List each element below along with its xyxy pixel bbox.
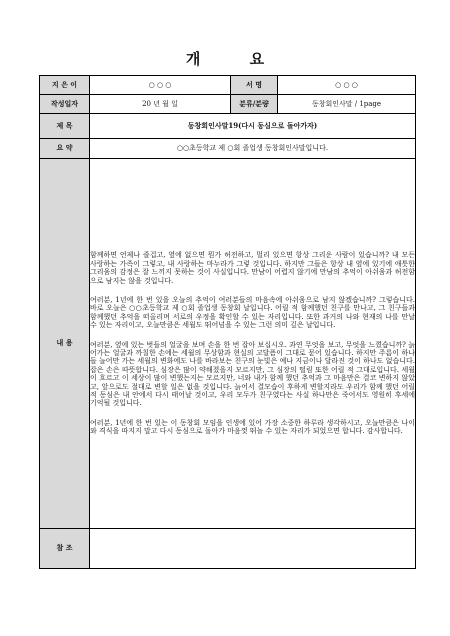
author-row	[40, 76, 416, 95]
content-row	[40, 159, 416, 529]
summary-label: 요 약	[40, 139, 90, 159]
subject-row	[40, 114, 416, 139]
signature-value: ○ ○ ○	[278, 76, 416, 95]
reference-row	[40, 529, 416, 569]
date-label: 작성일자	[40, 95, 90, 114]
page-title: 개 요	[185, 50, 287, 68]
content-paragraph: 여러분, 1년에 한 번 있을 오늘의 추억이 여러분들의 마음속에 아쉬움으로 남지 않겠습니까? 그렇습니다. 바로 오늘은 ○○초등학교 제 ○회 졸업생 동창회 날입니다. 어릴 적 함께했던 친구를 만나고, 그 친구들과 함께했던 추억을 떠올리며 서로의 우정을 확인할 수 있는 자리입니다. 또한 과거의 나와 현재의 나를 만날 수 있는 자리이고, 오늘만큼은 세월도 뛰어넘을 수 있는 그런 의미 깊은 날입니다.	[90, 296, 415, 330]
summary-row	[40, 139, 416, 159]
content-body	[90, 159, 416, 529]
summary-value: ○○초등학교 제 ○회 졸업생 동창회인사말입니다.	[90, 139, 416, 159]
content-paragraph: 여러분, 1년에 한 번 있는 이 동창회 모임을 인생에 있어 가장 소중한 하루라 생각하시고, 오늘만큼은 나이와 격식을 따지지 말고 다시 동심으로 돌아가 마음껏 뛰놀 수 있는 자리가 되었으면 합니다. 감사합니다.	[90, 418, 415, 436]
date-row	[40, 95, 416, 114]
author-value: ○ ○ ○	[90, 76, 231, 95]
subject-label: 제 목	[40, 114, 90, 139]
category-label: 분류/분량	[231, 95, 278, 114]
signature-label: 서 명	[231, 76, 278, 95]
author-label: 지 은 이	[40, 76, 90, 95]
date-value: 20 년 월 일	[90, 95, 231, 114]
overview-form	[39, 75, 416, 569]
category-value: 동창회인사말 / 1page	[278, 95, 416, 114]
content-paragraph: 여러분, 옆에 있는 벗들의 얼굴을 보며 손을 한 번 잡아 보십시오. 과연 무엇을 보고, 무엇을 느꼈습니까? 늙어가는 얼굴과 까칠한 손에는 세월의 무상함과 현실의 고달픔이 그대로 묻어 있습니다. 하지만 주름이 하나들 늘어만 가는 세월의 변화에도 나를 바라보는 친구의 눈빛은 예나 지금이나 달라진 것이 하나도 없습니다. 잡은 손은 따뜻합니다. 심장은 많이 약해졌을지 모르지만, 그 심장의 떨림 또한 어릴 적 그대로입니다. 세월이 흐르고 이 세상이 많이 변했는지는 모르지만, 너와 내가 함께 했던 추억과 그 마음만은 결코 변하지 않았고, 앞으로도 절대로 변할 일은 없을 것입니다. 늙어서 결모습이 후하게 변할지라도 우리가 함께 했던 어릴 적 동심은 내 안에서 다시 태어날 것이고, 우리 모두가 친구였다는 사실 하나만은 죽어서도 영원히 후세에 기억될 것입니다.	[90, 340, 415, 408]
subject-value: 동창회인사말19(다시 동심으로 돌아가자)	[90, 114, 416, 139]
reference-value	[90, 529, 416, 569]
content-label: 내 용	[40, 159, 90, 529]
content-paragraph: 함께하면 언제나 즐겁고, 옆에 없으면 뭔가 허전하고, 멀리 있으면 항상 그리운 사람이 있습니까? 내 모든 사랑하는 가족이 그렇고, 내 사랑하는 마누라가 그렇 것입니다. 하지만 그들은 항상 내 옆에 있기에 애틋한 그리움의 감정은 잘 느끼지 못하는 것이 사실입니다. 만남이 어렵지 않기에 만남의 추억이 아쉬움과 허전함으로 남지는 않을 것입니다.	[90, 251, 415, 285]
reference-label: 참 조	[40, 529, 90, 569]
